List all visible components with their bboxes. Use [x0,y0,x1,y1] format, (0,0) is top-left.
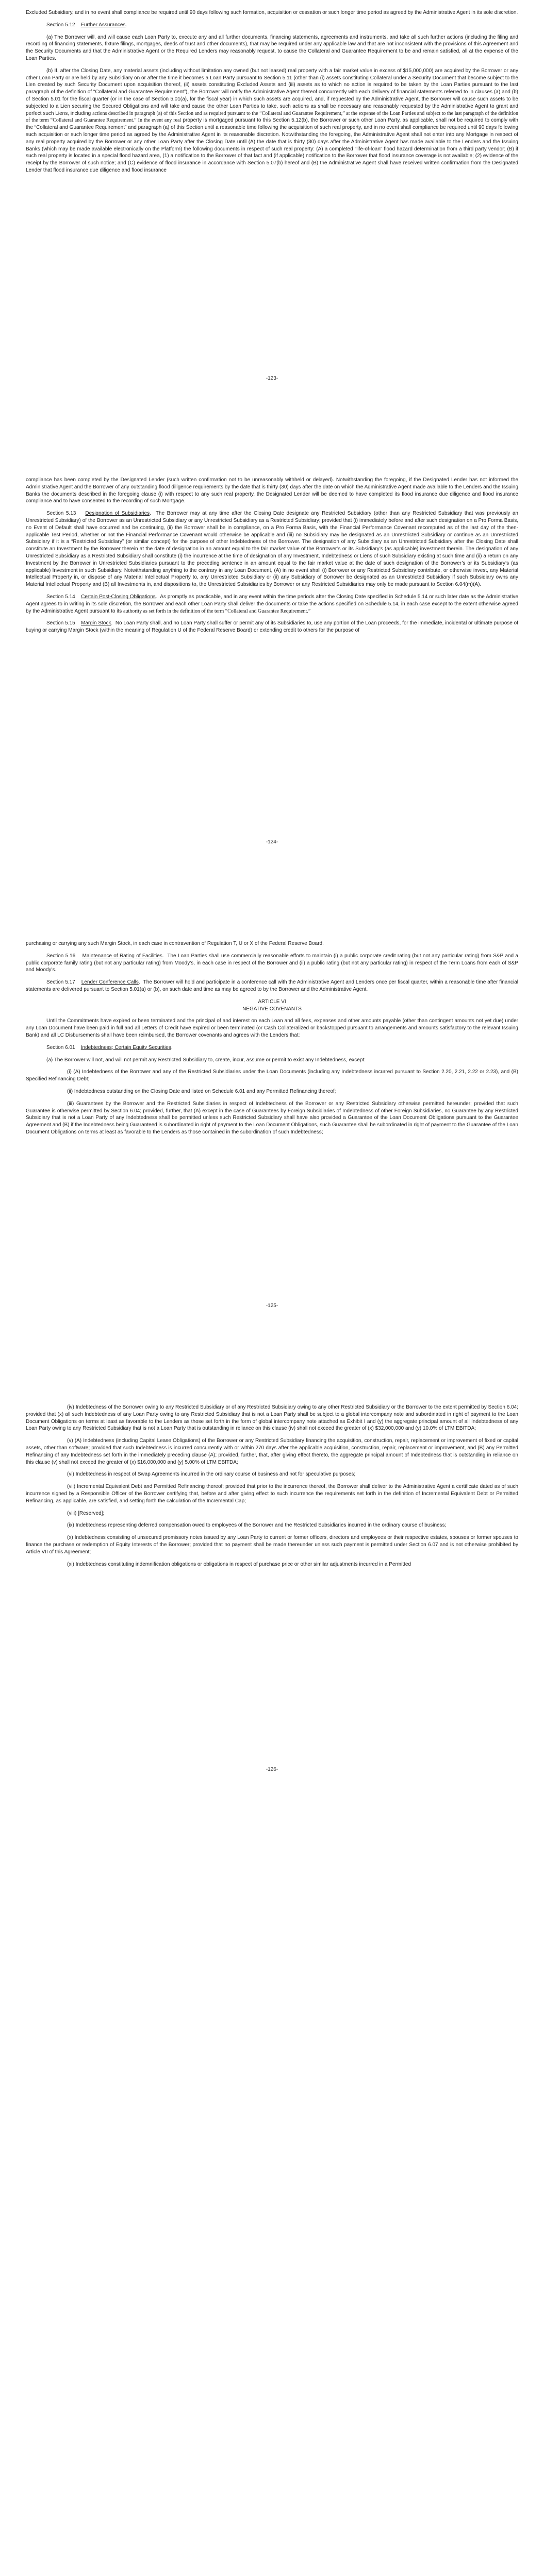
continuation-paragraph: compliance has been completed by the Designated Lender (such written confirmation not to be unreasonably withheld or delayed). Notwithstanding the foregoing, if the Designated Lender has not informed the Administrative Agent and the Borrower of any outstanding flood diligence requirements by the date that is thirty (30) days after the date on which the Administrative Agent made available to the Lenders and the Issuing Banks the documents described in the foregoing clause (i) with respect to any such real property, the Designated Lender will be deemed to have completed its flood insurance due diligence and flood insurance compliance and to have consented to the recording of such Mortgage. [26,477,519,504]
section-number: Section 5.12 [46,22,75,28]
continuation-paragraph: purchasing or carrying any such Margin Stock, in each case in contravention of Regulation T, U or X of the Federal Reserve Board. [26,941,324,946]
list-item: (ii) Indebtedness outstanding on the Closing Date and listed on Schedule 6.01 and any Permitted Refinancing thereof; [67,1088,336,1094]
list-item: (viii) [Reserved]; [67,1510,105,1516]
list-item: (ix) Indebtedness representing deferred compensation owed to employees of the Borrower and the Restricted Subsidiaries incurred in the ordinary course of business; [67,1522,447,1529]
section-title: Designation of Subsidiaries [85,511,150,517]
section-5-16: Section 5.16 Maintenance of Rating of Facilities. The Loan Parties shall use commercially reasonable efforts to maintain (i) a public corporate credit rating (but not any particular rating) from S&P and a public corporate family rating (but not any particular rating) from Moody’s, in each case in respect of the Borrower and (ii) a public rating (but not any particular rating) in respect of the Term Loans from each of S&P and Moody’s. [26,953,518,973]
section-title: Certain Post-Closing Obligations [81,594,156,600]
list-item: (vii) Incremental Equivalent Debt and Permitted Refinancing thereof; provided that prior to the incurrence thereof, the Borrower shall deliver to the Administrative Agent a certificate dated as of such incurrence signed by a Responsible Officer of the Borrower certifying that, before and after giving effect to such incurrence the requirements set forth in the definition of Incremental Equivalent Debt or Permitted Refinancing, as applicable, are satisfied, and setting forth the calculation of the Incremental Cap; [26,1484,518,1504]
paragraph-text: No Loan Party shall, and no Loan Party shall suffer or permit any of its Subsidiaries to, use any portion of the Loan proceeds, for the immediate, incidental or ultimate purpose of buying or carrying Margin Stock (within the meaning of Regulation U of the Federal Reserve Board) or extending credit to others for the purpose of [26,620,518,634]
section-title: Margin Stock [80,620,111,626]
section-number: Section 6.01 [46,1044,75,1050]
list-item: (iv) Indebtedness of the Borrower owing to any Restricted Subsidiary or of any Restricted Subsidiary owing to any other Restricted Subsidiary or the Borrower to the extent permitted by Section 6.04; provided that (x) all such Indebtedness of any Loan Party owing to any Restricted Subsidiary that is not a Loan Party shall be subject to a global intercompany note and subordinated in right of payment to the Loan Document Obligations on terms at least as favorable to the Lenders as those set forth in the form of global intercompany note attached as Exhibit I and (y) the aggregate principal amount of all Indebtedness of any Loan Party owing to any Restricted Subsidiary that is not a Loan Party that is outstanding in reliance on this clause (iv) shall not exceed the greater of (x) $32,000,000 and (y) 10.0% of LTM EBITDA; [26,1404,518,1432]
article-subtitle: NEGATIVE COVENANTS [242,1006,302,1012]
section-title: Further Assurances [80,22,126,28]
section-title: Maintenance of Rating of Facilities [82,953,162,959]
paragraph-text: property is mortgaged pursuant to this Section 5.12(b), the Borrower or such other Loan Party, as applicable, shall not be required to comply with the “Collateral and Guarantee Requirement” and paragraph (a) of this Section until a reasonable time following the acquisition of such real property, and in no event shall compliance be required until 90 days following such acquisition or such longer time period as agreed by the Administrative Agent in its reasonable discretion. Notwithstanding the foregoing, the Administrative Agent shall not enter into any Mortgage in respect of any real property acquired by the Borrower or any other Loan Party after the Closing Date until (A) the date that is thirty (30) days after the Administrative Agent has made available to the Lenders and the Issuing Banks (which may be made available electronically on the Platform) the following documents in respect of such real property: (A) a completed “life-of-loan” flood hazard determination from a third party vendor; (B) if such real property is located in a special flood hazard area, (1) a notification to the Borrower of that fact and (if applicable) notification to the Borrower that flood insurance coverage is not available; (2) evidence of the receipt by the Borrower of such notice; and (C) evidence of flood insurance in accordance with Section 5.07(b) hereof and (B) the Administrative Agent shall have received written confirmation from the Designated Lender that flood insurance due diligence and flood insurance [26,117,518,173]
intro-paragraph: Excluded Subsidiary, and in no event shall compliance be required until 90 days following such formation, acquisition or cessation or such longer time period as agreed by the Administrative Agent in its sole discretion. [26,10,518,15]
section-title: Lender Conference Calls [81,979,139,986]
list-item: (i) (A) Indebtedness of the Borrower and any of the Restricted Subsidiaries under the Loan Documents (including any Indebtedness incurred pursuant to Section 2.20, 2.21, 2.22 or 2.23), and (B) Specified Refinancing Debt; [26,1069,518,1082]
list-item: (xi) Indebtedness constituting indemnification obligations or obligations in respect of purchase price or other similar adjustments incurred in a Permitted [67,1561,411,1567]
section-number: Section 5.16 [46,953,76,959]
page-number: -126- [266,1767,278,1772]
paragraph-text: (b) If, after the Closing Date, any material assets (including without limitation any owned (but not leased) real property with a fair market value in excess of $15,000,000) are acquired by the Borrower or any other Loan Party or are held by any Subsidiary on or after the time it becomes a Loan Party pursuant to Section 5.11 (other than (i) assets constituting Collateral under a Security Document that become subject to the Lien created by such Security Document upon acquisition thereof, (ii) assets constituting Excluded Assets and (iii) assets as to which no action is required to be taken by the Loan Parties pursuant to the last paragraph of the definition of “Collateral and Guarantee Requirement”), the Borrower will notify the Administrative Agent thereof concurrently with each delivery of financial statements referred to in clauses (a) and (b) of Section 5.01 for the fiscal quarter (or in the case of Section 5.01(a), for the fiscal year) in which such assets are acquired, and, if requested by the Administrative Agent, the Borrower will cause such assets to be subjected to a Lien securing the Secured Obligations and will take and cause the other Loan Parties to take, such actions as shall be necessary and reasonably requested by the Administrative Agent to grant and perfect such Liens, including [26,67,518,116]
section-5-17: Section 5.17 Lender Conference Calls. The Borrower will hold and participate in a conference call with the Administrative Agent and Lenders once per fiscal quarter, within a reasonable time after financial statements are delivered pursuant to Section 5.01(a) or (b), on such date and time as may be agreed to by the Borrower and the Administrative Agent. [26,979,518,992]
section-number: Section 5.15 [46,620,75,626]
paragraph-text-serif: authority as set forth in the definition of the term “Collateral and Guarantee Requirement.” [123,608,311,614]
section-number: Section 5.14 [46,594,75,600]
page-number: -125- [266,1303,278,1309]
section-number: Section 5.13 [46,511,76,517]
section-5-13: Section 5.13 Designation of Subsidiaries. The Borrower may at any time after the Closing Date designate any Restricted Subsidiary (other than any Restricted Subsidiary that was previously an Unrestricted Subsidiary) of the Borrower as an Unrestricted Subsidiary or any Unrestricted Subsidiary as a Restricted Subsidiary; provided that (i) immediately before and after such designation on a Pro Forma Basis, no Event of Default shall have occurred and be continuing, (ii) the Borrower shall be in compliance, on a Pro Forma Basis, with the Financial Performance Covenant recomputed as of the last day of the then-applicable Test Period, whether or not the Financial Performance Covenant would otherwise be applicable and (iii) no Subsidiary may be designated as an Unrestricted Subsidiary or continue as an Unrestricted Subsidiary if it is a “Restricted Subsidiary” (or similar concept) for the purpose of other Indebtedness of the Borrower. The designation of any Subsidiary as an Unrestricted Subsidiary after the Closing Date shall constitute an Investment by the Borrower therein at the date of designation in an amount equal to the fair market value of the Borrower’s or its Subsidiary’s (as applicable) investment therein. The designation of any Unrestricted Subsidiary as a Restricted Subsidiary shall constitute (i) the incurrence at the time of designation of any Investment, Indebtedness or Liens of such Subsidiary existing at such time and (ii) a return on any Investment by the Borrower in Unrestricted Subsidiaries pursuant to the preceding sentence in an amount equal to the fair market value at the date of such designation of the Borrower’s or its Subsidiary’s (as applicable) Investment in such Subsidiary. Notwithstanding anything to the contrary in any Loan Document, (A) in no event shall (i) Borrower or any Restricted Subsidiary contribute, or otherwise invest, any Material Intellectual Property in, or dispose of any Material Intellectual Property to, any Unrestricted Subsidiary or (ii) any Subsidiary of Borrower be designated as an Unrestricted Subsidiary if such Subsidiary owns any Material Intellectual Property and (B) all Investments in, and dispositions to, the Unrestricted Subsidiaries by Borrower or any Restricted Subsidiaries may only be made pursuant to Section 6.04(m)(A). [26,511,518,588]
section-5-14: Section 5.14 Certain Post-Closing Obligations. As promptly as practicable, and in any event within the time periods after the Closing Date specified in Schedule 5.14 or such later date as the Administrative Agent agrees to in writing in its sole discretion, the Borrower and each other Loan Party shall deliver the documents or take the actions specified on Schedule 5.14, in each case except to the extent otherwise agreed by the Administrative Agent pursuant to its authority as set forth in the definition of the term “Collateral and Guarantee Requirement.” [26,594,518,614]
paragraph-text: The Borrower may at any time after the Closing Date designate any Restricted Subsidiary (other than any Restricted Subsidiary that was previously an Unrestricted Subsidiary) of the Borrower as an Unrestricted Subsidiary or any Unrestricted Subsidiary as a Restricted Subsidiary; provided that (i) immediately before and after such designation on a Pro Forma Basis, no Event of Default shall have occurred and be continuing, (ii) the Borrower shall be in compliance, on a Pro Forma Basis, with the Financial Performance Covenant recomputed as of the last day of the then-applicable Test Period, whether or not the Financial Performance Covenant would otherwise be applicable and (iii) no Subsidiary may be designated as an Unrestricted Subsidiary or continue as an Unrestricted Subsidiary if it is a “Restricted Subsidiary” (or similar concept) for the purpose of other Indebtedness of the Borrower. The designation of any Subsidiary as an Unrestricted Subsidiary after the Closing Date shall constitute an Investment by the Borrower therein at the date of designation in an amount equal to the fair market value of the Borrower’s or its Subsidiary’s (as applicable) investment therein. The designation of any Unrestricted Subsidiary as a Restricted Subsidiary shall constitute (i) the incurrence at the time of designation of any Investment, Indebtedness or Liens of such Subsidiary existing at such time and (ii) a return on any Investment by the Borrower in Unrestricted Subsidiaries pursuant to the preceding sentence in an amount equal to the fair market value at the date of such designation of the Borrower’s or its Subsidiary’s (as applicable) Investment in such Subsidiary. Notwithstanding anything to the contrary in any Loan Document, (A) in no event shall (i) Borrower or any Restricted Subsidiary contribute, or otherwise invest, any Material Intellectual Property in, or dispose of any Material Intellectual Property to, any Unrestricted Subsidiary or (ii) any Subsidiary of Borrower be designated as an Unrestricted Subsidiary if such Subsidiary owns any Material Intellectual Property and (B) all Investments in, and dispositions to, the Unrestricted Subsidiaries by Borrower or any Restricted Subsidiaries may only be made pursuant to Section 6.04(m)(A). [26,511,518,588]
paragraph-text: As promptly as practicable, and in any event within the time periods after the Closing Date specified in Schedule 5.14 or such later date as the Administrative Agent agrees to in writing in its sole discretion, the Borrower and each other Loan Party shall deliver the documents or take the actions specified on Schedule 5.14, in each case except to the extent otherwise agreed by the Administrative Agent pursuant to its [26,594,518,614]
page-number: -123- [266,376,278,381]
paragraph-text-serif: actions described in paragraph (a) of this Section and as required pursuant to the “Collateral and Guarantee Requirement,” at the expense of the Loan Parties and subject to the last paragraph of the definition of the term “Collateral and Guarantee Requirement.” In the event any real [26,110,519,124]
section-6-01-a: (a) The Borrower will not, and will not permit any Restricted Subsidiary to, create, incur, assume or permit to exist any Indebtedness, except: [46,1057,366,1063]
page-number: -124- [266,839,278,845]
section-5-12-heading: Section 5.12 Further Assurances. [46,22,127,28]
paragraph-text: The Borrower will hold and participate in a conference call with the Administrative Agent and Lenders once per fiscal quarter, within a reasonable time after financial statements are delivered pursuant to Section 5.01(a) or (b), on such date and time as may be agreed to by the Borrower and the Administrative Agent. [26,979,518,992]
section-5-15: Section 5.15 Margin Stock. No Loan Party shall, and no Loan Party shall suffer or permit any of its Subsidiaries to, use any portion of the Loan proceeds, for the immediate, incidental or ultimate purpose of buying or carrying Margin Stock (within the meaning of Regulation U of the Federal Reserve Board) or extending credit to others for the purpose of [26,620,518,634]
article-title: ARTICLE VI [258,998,286,1005]
paragraph-text: The Loan Parties shall use commercially reasonable efforts to maintain (i) a public corporate credit rating (but not any particular rating) from S&P and a public corporate family rating (but not any particular rating) from Moody’s, in each case in respect of the Borrower and (ii) a public rating (but not any particular rating) in respect of the Term Loans from each of S&P and Moody’s. [26,953,518,973]
article-intro: Until the Commitments have expired or been terminated and the principal of and interest on each Loan and all fees, expenses and other amounts payable (other than contingent amounts not yet due) under any Loan Document have been paid in full and all Letters of Credit have expired or been terminated (or Cash Collateralized or backstopped pursuant to arrangements and amounts satisfactory to the relevant Issuing Bank) and all LC Disbursements shall have been reimbursed, the Borrower covenants and agrees with the Lenders that: [26,1018,518,1038]
section-number: Section 5.17 [46,979,75,986]
list-item: (iii) Guarantees by the Borrower and the Restricted Subsidiaries in respect of Indebtedness of the Borrower or any Restricted Subsidiary otherwise permitted hereunder; provided that such Guarantee is otherwise permitted by Section 6.04; provided, further, that (A) except in the case of Guarantees by Foreign Subsidiaries of Indebtedness of other Foreign Subsidiaries, no Guarantee by any Restricted Subsidiary that is not a Loan Party of any Indebtedness shall be permitted unless such Restricted Subsidiary shall have also provided a Guarantee of the Loan Document Obligations pursuant to the Guarantee Agreement and (B) if the Indebtedness being Guaranteed is subordinated in right of payment to the Loan Document Obligations, such Guarantee shall be subordinated in right of payment to the Guarantee of the Loan Document Obligations on terms at least as favorable to the Lenders as those contained in the subordination of such Indebtedness; [26,1100,518,1135]
section-6-01-heading: Section 6.01 Indebtedness; Certain Equity Securities. [46,1044,173,1050]
list-item: (vi) Indebtedness in respect of Swap Agreements incurred in the ordinary course of business and not for speculative purposes; [67,1471,356,1478]
list-item: (v) (A) Indebtedness (including Capital Lease Obligations) of the Borrower or any Restricted Subsidiary financing the acquisition, construction, repair, replacement or improvement of fixed or capital assets, other than software; provided that such Indebtedness is incurred concurrently with or within 270 days after the applicable acquisition, construction, repair, replacement or improvement, and (B) any Permitted Refinancing of any Indebtedness set forth in the immediately preceding clause (A); provided, further, that, after giving effect thereto, the aggregate principal amount of Indebtedness that is outstanding in reliance on this clause (v) shall not exceed the greater of (x) $16,000,000 and (y) 5.00% of LTM EBITDA; [26,1438,518,1465]
section-title: Indebtedness; Certain Equity Securities [80,1044,171,1050]
list-item: (x) Indebtedness consisting of unsecured promissory notes issued by any Loan Party to current or former officers, directors and employees or their respective estates, spouses or former spouses to finance the purchase or redemption of Equity Interests of the Borrower; provided that no payment shall be made thereunder unless such payment is permitted under Section 6.07 and is not otherwise prohibited by Article VII of this Agreement; [26,1535,518,1555]
section-5-12-b [26,67,518,174]
section-5-12-a: (a) The Borrower will, and will cause each Loan Party to, execute any and all further documents, financing statements, agreements and instruments, and take all such further actions (including the filing and recording of financing statements, fixture filings, mortgages, deeds of trust and other documents), that may be required under any applicable law and that are not inconsistent with the provisions of this Agreement and the Security Documents and that the Administrative Agent or the Required Lenders may reasonably request, to cause the Collateral and Guarantee Requirement to be and remain satisfied, all at the expense of the Loan Parties. [26,34,518,61]
